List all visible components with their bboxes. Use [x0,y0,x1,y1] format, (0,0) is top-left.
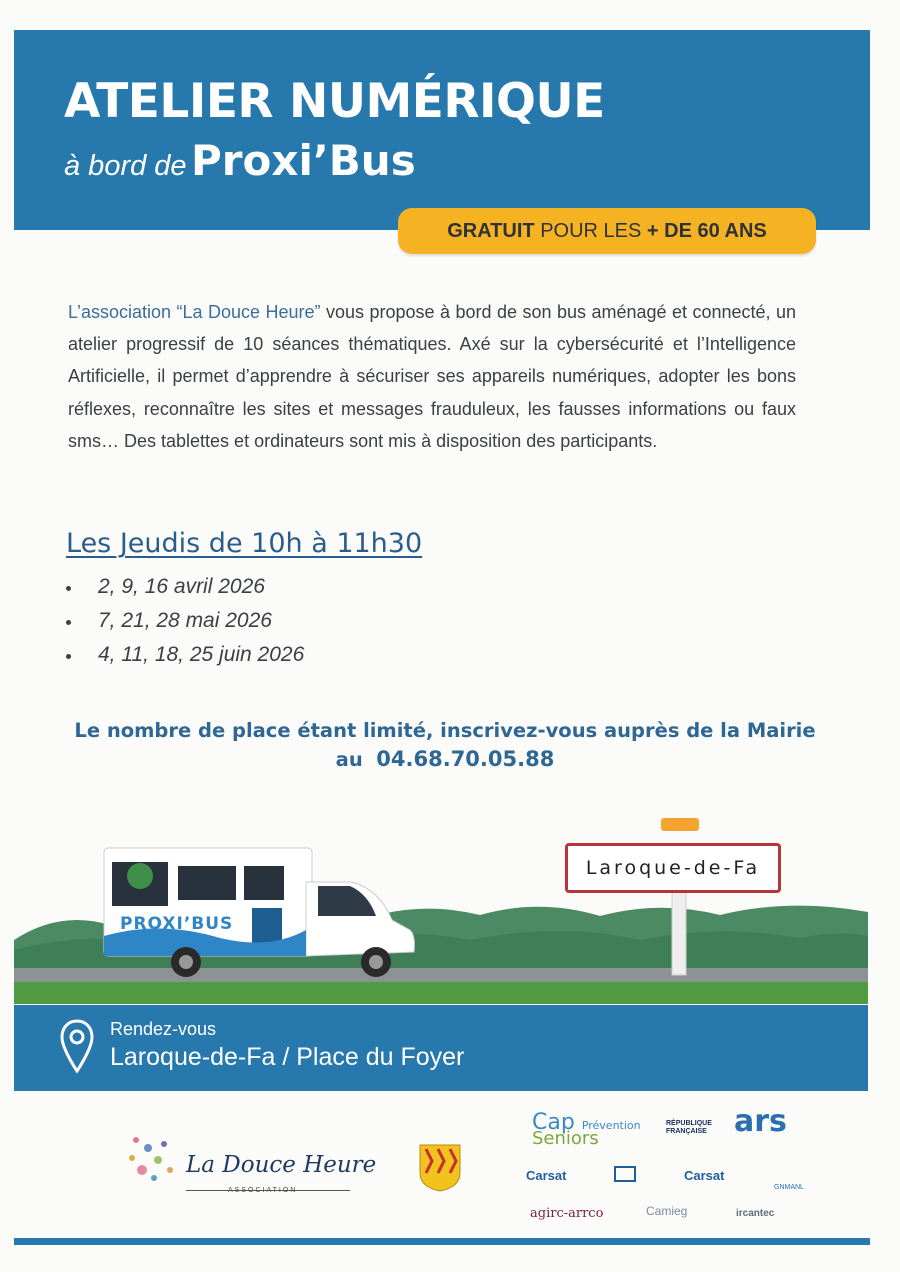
logo-prevention: Prévention [581,1119,641,1132]
camieg-logo: Camieg [646,1204,688,1218]
date-text: 7, 21, 28 mai 2026 [98,609,272,632]
bullet [66,654,71,659]
association-logo-sub: ASSOCIATION [228,1187,298,1194]
notice-prefix: au [335,748,363,771]
flower-logo-icon [118,1130,188,1190]
date-text: 4, 11, 18, 25 juin 2026 [98,643,305,666]
logo-seniors: Seniors [532,1128,599,1149]
badge-for: POUR LES [540,219,642,242]
rendezvous-band [14,1005,868,1091]
ircantec-logo: ircantec [736,1208,775,1219]
intro-text: vous propose à bord de son bus aménagé et connecté, un atelier progressif de 10 séances thématiques. Axé sur la cybersécurité et l’Intelligence Artificielle, il permet d’apprendre à sécuriser ses appareils numériques, adopter les bons réflexes, reconnaître les sites et messages frauduleux, les fausses informations ou faux sms… Des tablettes et ordinateurs sont mis à disposition des participants. [68,302,796,451]
bullet [66,620,71,625]
date-item-april [66,572,304,606]
date-text: 2, 9, 16 avril 2026 [98,575,265,598]
book-logo-icon [614,1166,636,1182]
logo-francaise: FRANÇAISE [666,1128,707,1135]
header-banner [14,30,870,230]
subtitle-prefix: à bord de [64,150,187,182]
subtitle-bus-name: Proxi’Bus [191,136,416,185]
date-item-may [66,606,304,640]
rendezvous-place: Laroque-de-Fa / Place du Foyer [110,1043,465,1071]
town-sign: Laroque-de-Fa [565,843,781,893]
sign-post [672,890,686,975]
phone-number[interactable]: 04.68.70.05.88 [376,747,555,771]
association-name: L’association “La Douce Heure” [68,302,321,322]
intro-paragraph [68,296,796,457]
bullet [66,586,71,591]
schedule-title: Les Jeudis de 10h à 11h30 [66,528,423,559]
notice-line: Le nombre de place étant limité, inscrivez-vous auprès de la Mairie [74,719,816,742]
free-badge [398,208,816,254]
republique-logo [666,1120,712,1136]
agirc-arrco-logo: agirc-arrco [530,1206,604,1221]
association-logo-name: La Douce Heure [186,1152,377,1178]
date-item-june [66,640,304,674]
badge-age: + DE 60 ANS [646,219,767,242]
road [14,968,868,984]
badge-free: GRATUIT [447,219,535,242]
carsat-logo-1: Carsat [526,1168,567,1183]
bus-logo-text: PROXI’BUS [120,914,234,934]
grass-strip [14,982,868,1004]
page-subtitle [64,136,416,185]
rendezvous-label: Rendez-vous [110,1019,217,1039]
bottom-bar [14,1238,870,1245]
sign-top-marker [661,818,699,831]
registration-notice [30,716,860,774]
carsat-logo-2: Carsat [684,1168,725,1183]
location-pin-icon [60,1019,94,1075]
gnmanl-logo: GNMANL [774,1184,804,1191]
logo-cap: Cap [532,1110,575,1135]
logo-republique: RÉPUBLIQUE [666,1120,712,1127]
schedule-dates [66,572,304,674]
village-coat-of-arms-icon [418,1143,462,1193]
landscape-illustration [0,790,900,1005]
ars-logo: ars [734,1104,787,1139]
page-title: ATELIER NUMÉRIQUE [64,74,605,129]
